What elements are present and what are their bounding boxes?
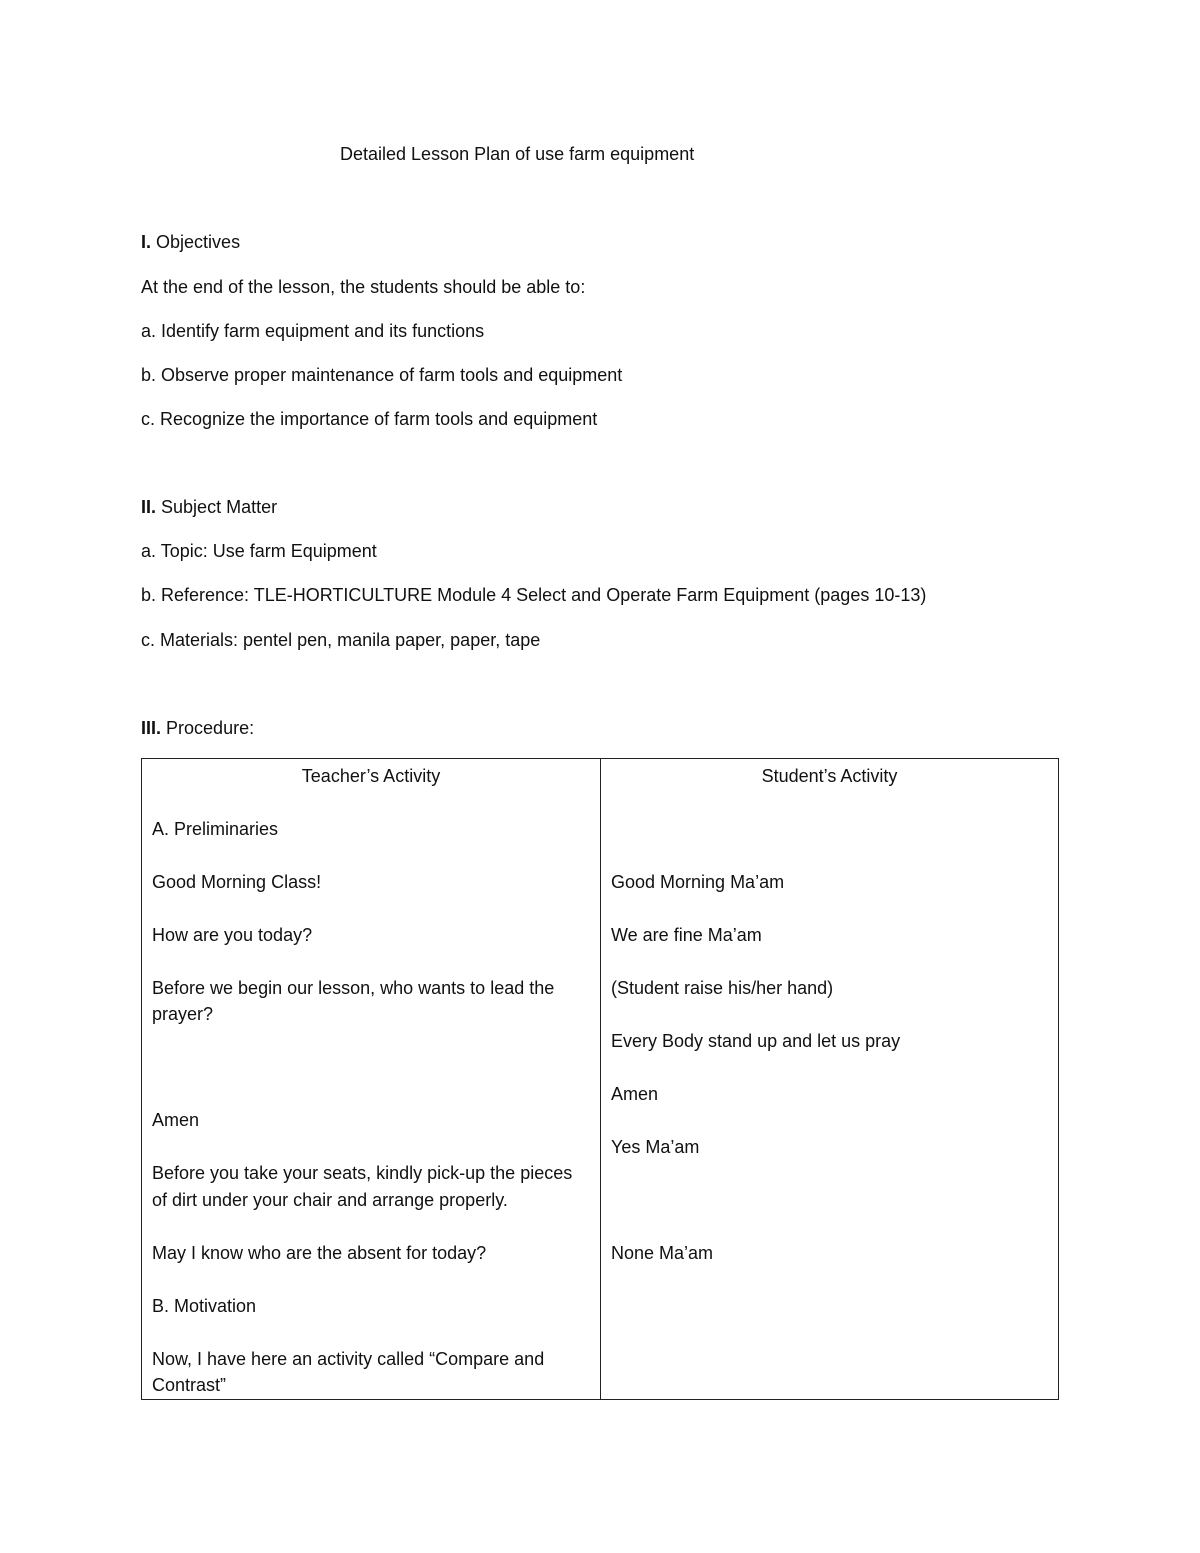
procedure-heading: [141, 718, 254, 739]
teacher-line-activity: Now, I have here an activity called “Compare and Contrast”: [152, 1348, 545, 1395]
student-activity-header: Student’s Activity: [761, 766, 898, 786]
teacher-activity-column: [142, 759, 601, 1400]
subject-matter-heading: [141, 497, 277, 518]
student-spacer: [611, 816, 1048, 843]
subject-reference: b. Reference: TLE-HORTICULTURE Module 4 Select and Operate Farm Equipment (pages 10-13): [141, 585, 927, 605]
student-line-pray: Every Body stand up and let us pray: [611, 1030, 901, 1051]
teacher-line-preliminaries: A. Preliminaries: [152, 818, 279, 839]
teacher-line-seats: Before you take your seats, kindly pick-up the pieces of dirt under your chair and arrange properly.: [152, 1163, 573, 1210]
student-line-fine: We are fine Ma’am: [611, 924, 762, 945]
teacher-line-amen: Amen: [152, 1110, 200, 1130]
procedure-numeral: III.: [141, 718, 162, 738]
student-activity-column: [601, 759, 1059, 1400]
objective-item-b: b. Observe proper maintenance of farm tools and equipment: [141, 365, 623, 385]
teacher-line-prayer: Before we begin our lesson, who wants to lead the prayer?: [152, 977, 555, 1024]
objective-item-c: c. Recognize the importance of farm tools and equipment: [141, 409, 598, 429]
teacher-line-absent: May I know who are the absent for today?: [152, 1242, 487, 1263]
objectives-numeral: I.: [141, 232, 152, 252]
teacher-activity-header: Teacher’s Activity: [301, 766, 441, 786]
student-line-yes: Yes Ma’am: [611, 1136, 700, 1157]
subject-matter-numeral: II.: [141, 497, 157, 517]
procedure-title: Procedure:: [166, 718, 255, 738]
teacher-line-greeting: Good Morning Class!: [152, 871, 322, 892]
student-line-none: None Ma’am: [611, 1242, 714, 1263]
objectives-heading: [141, 232, 240, 253]
student-line-greeting: Good Morning Ma’am: [611, 871, 785, 892]
procedure-table: [141, 758, 1059, 1400]
procedure-table-row: [142, 759, 1059, 1400]
objective-item-a: a. Identify farm equipment and its functions: [141, 321, 485, 341]
document-title: Detailed Lesson Plan of use farm equipment: [340, 144, 695, 164]
subject-topic: a. Topic: Use farm Equipment: [141, 541, 377, 561]
teacher-line-how-are-you: How are you today?: [152, 924, 313, 945]
objectives-title: Objectives: [156, 232, 241, 252]
subject-matter-title: Subject Matter: [161, 497, 278, 517]
teacher-line-motivation: B. Motivation: [152, 1295, 257, 1316]
student-line-raise-hand: (Student raise his/her hand): [611, 977, 834, 998]
student-line-amen: Amen: [611, 1083, 659, 1104]
teacher-spacer: [152, 1054, 590, 1081]
subject-materials: c. Materials: pentel pen, manila paper, paper, tape: [141, 630, 541, 650]
objectives-intro: At the end of the lesson, the students should be able to:: [141, 277, 586, 297]
